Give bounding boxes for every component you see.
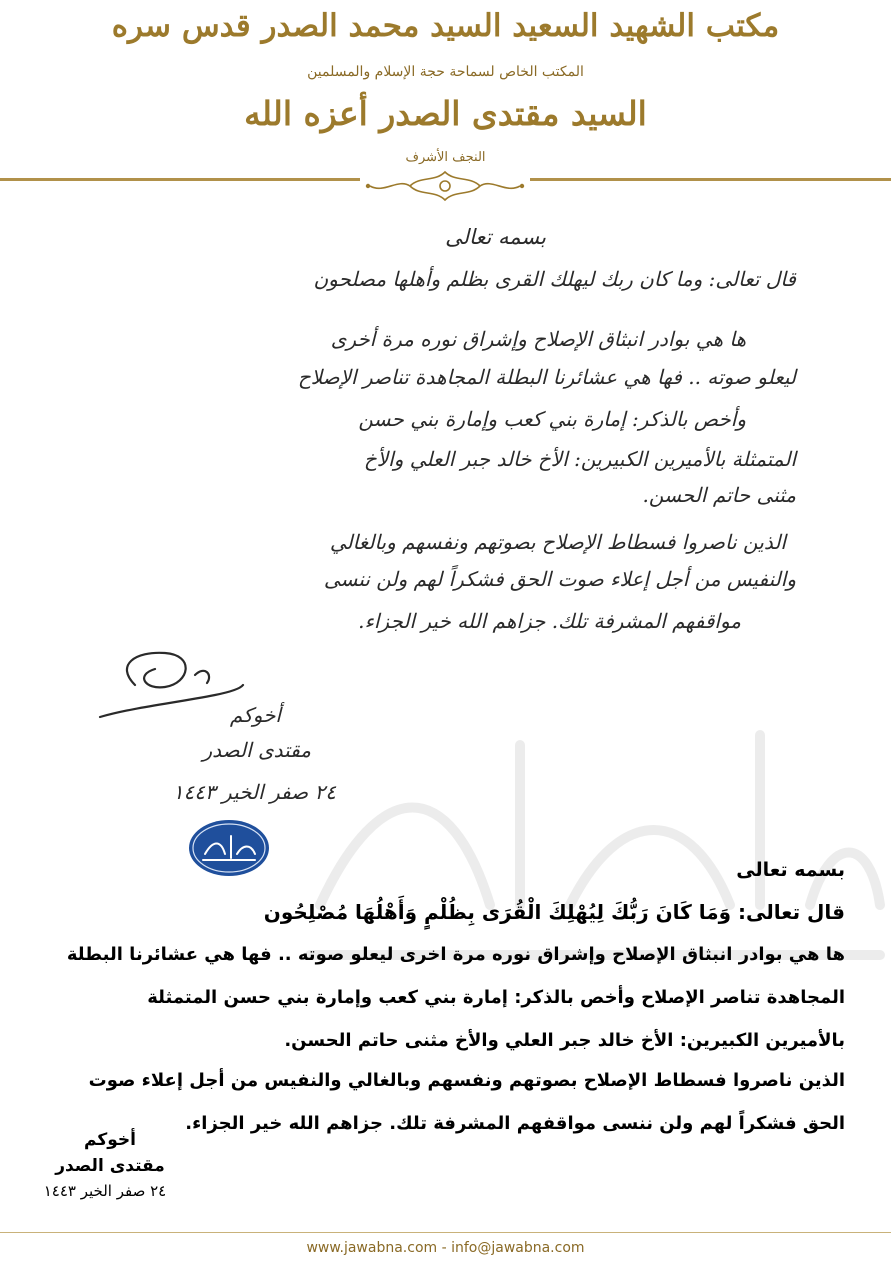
handwritten-line: مثنى حاتم الحسن.	[642, 483, 796, 507]
handwritten-signoff: أخوكم	[229, 703, 281, 727]
handwritten-line: مواقفهم المشرفة تلك. جزاهم الله خير الجزاء.	[358, 609, 741, 633]
typed-line: ها هي بوادر انبثاق الإصلاح وإشراق نوره مرة اخرى ليعلو صوته .. فها هي عشائرنا البطلة	[66, 944, 845, 965]
typed-line: بالأميرين الكبيرين: الأخ خالد جبر العلي والأخ مثنى حاتم الحسن.	[284, 1030, 845, 1051]
office-title: مكتب الشهيد السعيد السيد محمد الصدر قدس سره	[111, 8, 780, 44]
ornament-icon	[360, 168, 530, 204]
letterhead	[0, 0, 891, 205]
typed-signer: مقتدى الصدر	[55, 1156, 165, 1176]
typed-line: الحق فشكراً لهم ولن ننسى مواقفهم المشرفة تلك. جزاهم الله خير الجزاء.	[185, 1113, 845, 1134]
signature-icon	[95, 645, 245, 725]
typed-date: ٢٤ صفر الخير ١٤٤٣	[43, 1182, 167, 1200]
handwritten-basmala: بسمه تعالى	[445, 225, 546, 249]
typed-verse: قال تعالى: وَمَا كَانَ رَبُّكَ لِيُهْلِكَ الْقُرَى بِظُلْمٍ وَأَهْلُهَا مُصْلِحُون	[263, 900, 845, 924]
office-subtitle: المكتب الخاص لسماحة حجة الإسلام والمسلمين	[307, 64, 584, 80]
typed-signoff: أخوكم	[84, 1130, 136, 1150]
handwritten-line: ليعلو صوته .. فها هي عشائرنا البطلة المجاهدة تناصر الإصلاح	[297, 365, 796, 389]
handwritten-line: الذين ناصروا فسطاط الإصلاح بصوتهم ونفسهم وبالغالي	[329, 530, 786, 554]
typed-line: الذين ناصروا فسطاط الإصلاح بصوتهم ونفسهم وبالغالي والنفيس من أجل إعلاء صوت	[88, 1070, 845, 1091]
footer-divider	[0, 1232, 891, 1233]
footer-contact: www.jawabna.com - info@jawabna.com	[306, 1240, 585, 1256]
typed-basmala: بسمه تعالى	[736, 859, 845, 881]
handwritten-date: ٢٤ صفر الخير ١٤٤٣	[172, 780, 336, 804]
handwritten-line: وأخص بالذكر: إمارة بني كعب وإمارة بني حسن	[358, 407, 746, 431]
handwritten-signer: مقتدى الصدر	[202, 738, 311, 762]
typed-line: المجاهدة تناصر الإصلاح وأخص بالذكر: إمارة بني كعب وإمارة بني حسن المتمثلة	[147, 987, 845, 1008]
handwritten-line: قال تعالى: وما كان ربك ليهلك القرى بظلم وأهلها مصلحون	[313, 267, 796, 291]
seal-icon	[187, 818, 271, 878]
handwritten-line: المتمثلة بالأميرين الكبيرين: الأخ خالد جبر العلي والأخ	[363, 447, 796, 471]
name-title: السيد مقتدى الصدر أعزه الله	[244, 94, 647, 133]
handwritten-line: والنفيس من أجل إعلاء صوت الحق فشكراً لهم ولن ننسى	[323, 567, 796, 591]
handwritten-line: ها هي بوادر انبثاق الإصلاح وإشراق نوره مرة أخرى	[330, 327, 746, 351]
location: النجف الأشرف	[405, 150, 486, 165]
handwritten-letter	[0, 205, 891, 825]
